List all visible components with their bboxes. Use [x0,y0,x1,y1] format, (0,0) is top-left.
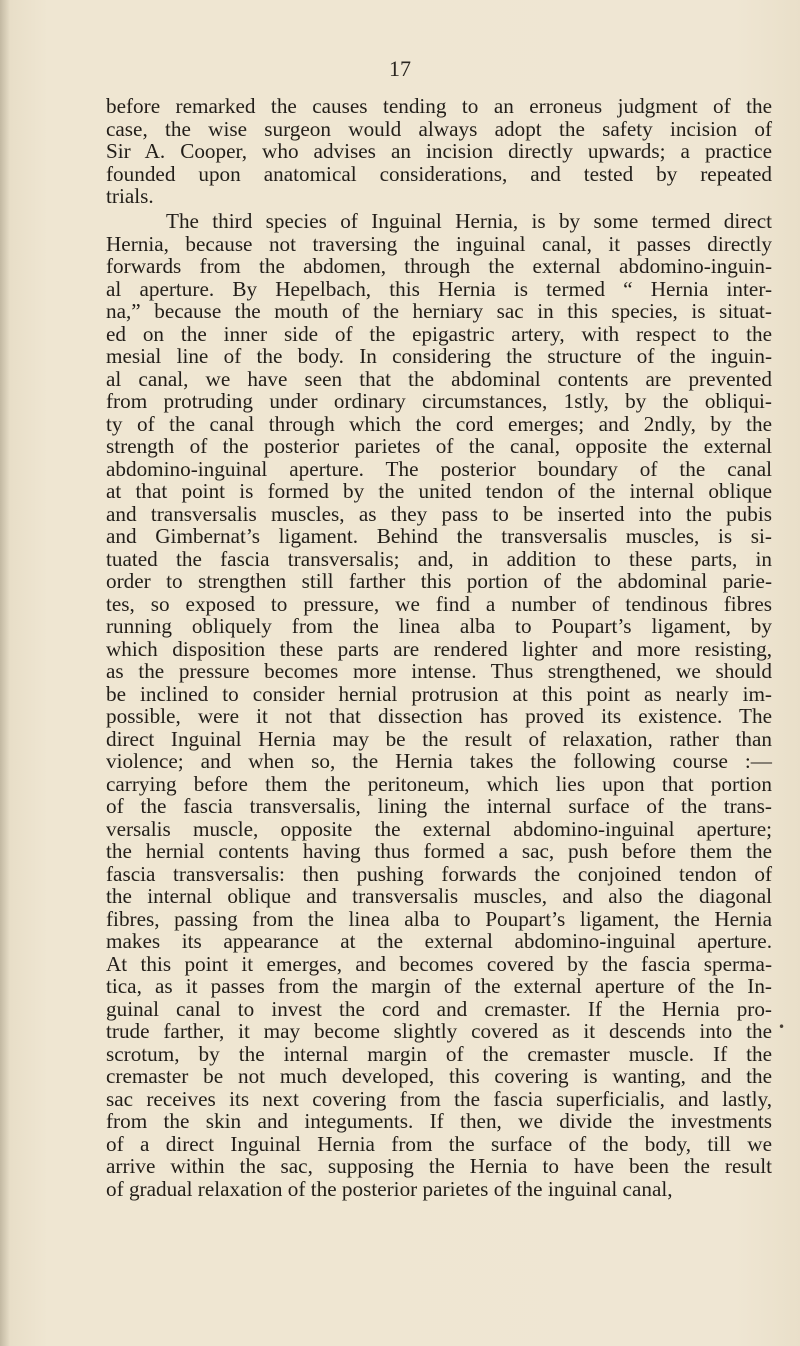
text-line: and transversalis muscles, as they pass to be inserted into the pubis [106,501,772,526]
text-line: scrotum, by the internal margin of the cremaster muscle. If the [106,1041,772,1066]
text-line: violence; and when so, the Hernia takes the following course :— [106,749,772,773]
text-line: strength of the posterior parietes of the canal, opposite the external [106,434,772,458]
text-line: tuated the fascia transversalis; and, in addition to these parts, in [106,546,772,571]
text-line: of gradual relaxation of the posterior parietes of the inguinal canal, [106,1176,673,1201]
text-line: The third species of Inguinal Hernia, is by some termed direct [166,209,772,233]
text-line: sac receives its next covering from the fascia superficialis, and lastly, [106,1086,772,1111]
text-line: be inclined to consider hernial protrusion at this point as nearly im- [106,681,772,706]
text-line: case, the wise surgeon would always adopt the safety incision of [106,116,772,141]
text-line: makes its appearance at the external abdomino-inguinal aperture. [106,929,772,953]
text-line: al canal, we have seen that the abdominal contents are prevented [106,366,772,391]
text-line: before remarked the causes tending to an erroneus judgment of the [106,94,772,118]
text-line: direct Inguinal Hernia may be the result of relaxation, rather than [106,726,772,751]
text-line: founded upon anatomical considerations, and tested by repeated [106,161,772,186]
text-line: carrying before them the peritoneum, which lies upon that portion [106,771,772,796]
text-line: guinal canal to invest the cord and cremaster. If the Hernia pro- [106,996,772,1021]
text-line: ty of the canal through which the cord emerges; and 2ndly, by the [106,411,772,436]
text-line: from the skin and integuments. If then, we divide the investments [106,1109,772,1133]
text-line: at that point is formed by the united tendon of the internal oblique [106,479,772,503]
text-line: fibres, passing from the linea alba to Poupart’s ligament, the Hernia [106,906,772,931]
text-line: Hernia, because not traversing the inguinal canal, it passes directly [106,231,772,256]
text-line: as the pressure becomes more intense. Thus strengthened, we should [106,659,772,683]
text-line: possible, were it not that dissection has proved its existence. The [106,704,772,728]
text-line: versalis muscle, opposite the external abdomino-inguinal aperture; [106,816,772,841]
text-line: na,” because the mouth of the herniary sac in this species, is situat- [106,299,772,323]
text-line: mesial line of the body. In considering the structure of the inguin- [106,344,772,368]
text-line: fascia transversalis: then pushing forwards the conjoined tendon of [106,861,772,886]
text-line: of the fascia transversalis, lining the internal surface of the trans- [106,794,772,818]
text-line: trude farther, it may become slightly covered as it descends into the [106,1019,772,1043]
text-line: the internal oblique and transversalis muscles, and also the diagonal [106,884,772,908]
text-line: of a direct Inguinal Hernia from the surface of the body, till we [106,1131,772,1156]
page-number: 17 [389,56,411,81]
text-line: ed on the inner side of the epigastric artery, with respect to the [106,321,772,346]
text-line: al aperture. By Hepelbach, this Hernia is termed “ Hernia inter- [106,276,772,301]
text-line: which disposition these parts are rendered lighter and more resisting, [106,636,772,661]
paragraph-2 [106,210,772,1200]
paragraph-1 [106,95,772,208]
page-edge-shadow [0,0,10,1346]
text-line: and Gimbernat’s ligament. Behind the transversalis muscles, is si- [106,524,772,548]
text-line: forwards from the abdomen, through the external abdomino-inguin- [106,254,772,278]
text-line: the hernial contents having thus formed a sac, push before them the [106,839,772,863]
text-line: arrive within the sac, supposing the Hernia to have been the result [106,1154,772,1178]
text-line: running obliquely from the linea alba to Poupart’s ligament, by [106,614,772,638]
text-line: from protruding under ordinary circumstances, 1stly, by the obliqui- [106,389,772,413]
margin-mark: • [778,1020,786,1034]
text-line: trials. [106,184,154,208]
text-line: At this point it emerges, and becomes covered by the fascia sperma- [106,951,772,976]
text-line: cremaster be not much developed, this covering is wanting, and the [106,1064,772,1088]
text-line: abdomino-inguinal aperture. The posterior boundary of the canal [106,456,772,481]
text-line: tica, as it passes from the margin of the external aperture of the In- [106,974,772,998]
text-line: tes, so exposed to pressure, we find a number of tendinous fibres [106,591,772,616]
text-line: Sir A. Cooper, who advises an incision directly upwards; a practice [106,139,772,163]
text-line: order to strengthen still farther this portion of the abdominal parie- [106,569,772,593]
